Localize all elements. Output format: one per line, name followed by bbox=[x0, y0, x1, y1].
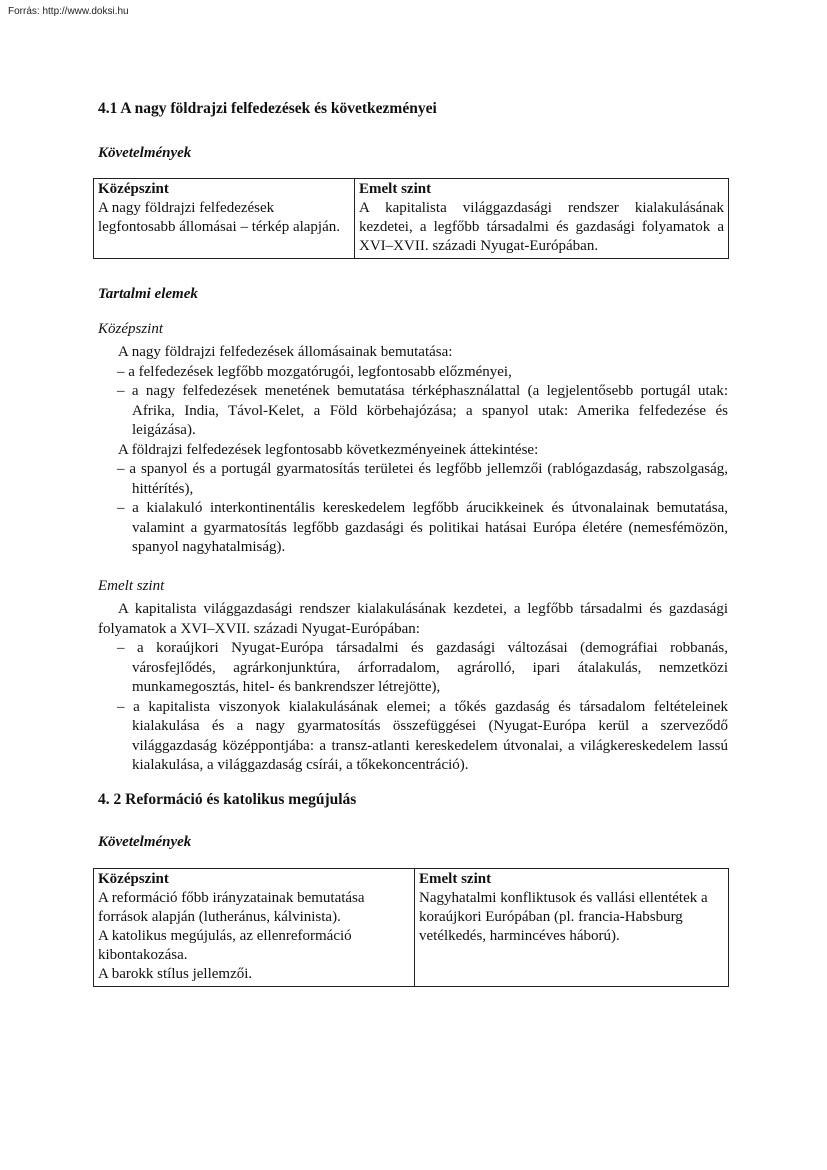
section1-title: 4.1 A nagy földrajzi felfedezések és következményei bbox=[98, 100, 437, 117]
mid-level-content bbox=[98, 343, 728, 558]
mid-item-3: – a spanyol és a portugál gyarmatosítás területei és legfőbb jellemzői (rablógazdaság, rabszolgaság, hittérítés), bbox=[117, 461, 728, 497]
section1-adv-text: A kapitalista világgazdasági rendszer kialakulásának kezdetei, a legfőbb társadalmi és gazdasági folyamatok a XVI–XVII. századi Nyugat-Európában. bbox=[359, 200, 724, 254]
mid-intro-1: A nagy földrajzi felfedezések állomásainak bemutatása: bbox=[118, 344, 453, 360]
mid-intro-2: A földrajzi felfedezések legfontosabb következményeinek áttekintése: bbox=[118, 441, 539, 458]
section2-adv-cell bbox=[415, 869, 729, 987]
section1-mid-text: A nagy földrajzi felfedezések legfontosabb állomásai – térkép alapján. bbox=[98, 200, 340, 235]
section1-requirements-heading: Követelmények bbox=[98, 145, 192, 161]
adv-item-1: – a koraújkori Nyugat-Európa társadalmi és gazdasági változásai (demográfiai robbanás, városfejlődés, agrárkonjunktúra, árforradalom, agrárolló, ipari átalakulás, nemzetközi munkamegosztás, hitel- és bankrendszer létrejötte), bbox=[117, 640, 728, 695]
section1-adv-head: Emelt szint bbox=[359, 181, 432, 197]
section1-mid-head: Középszint bbox=[98, 181, 169, 197]
adv-level-content bbox=[98, 600, 728, 776]
section2-requirements-heading: Követelmények bbox=[98, 834, 192, 850]
mid-level-label: Középszint bbox=[98, 321, 164, 337]
section2-mid-line-3: A barokk stílus jellemzői. bbox=[98, 966, 253, 982]
section2-adv-text: Nagyhatalmi konfliktusok és vallási ellentétek a koraújkori Európában (pl. francia-Habsburg vetélkedés, harmincéves háború). bbox=[419, 890, 708, 944]
adv-item-2: – a kapitalista viszonyok kialakulásának elemei; a tőkés gazdaság és társadalom feltételeinek kialakulása és a nagy gyarmatosítás összefüggései (Nyugat-Európa kerül a szerveződő világgazdaság középpontjába: a transz-atlanti kereskedelem útvonalai, a világkereskedelem lassú kialakulása, a világgazdaság csírái, a tőkekoncentráció). bbox=[117, 698, 728, 773]
section2-adv-head: Emelt szint bbox=[419, 871, 492, 887]
section2-mid-head: Középszint bbox=[98, 871, 169, 887]
mid-item-2: – a nagy felfedezések menetének bemutatása térképhasználattal (a legjelentősebb portugál utak: Afrika, India, Távol-Kelet, a Föld körbehajózása; a spanyol utak: Amerika felfedezése és leigázása). bbox=[117, 383, 728, 438]
section1-requirements-table bbox=[93, 178, 729, 259]
section1-mid-cell bbox=[94, 179, 355, 259]
content-heading: Tartalmi elemek bbox=[98, 286, 198, 302]
adv-level-label: Emelt szint bbox=[98, 578, 165, 594]
source-label: Forrás: http://www.doksi.hu bbox=[8, 6, 129, 17]
section2-mid-cell bbox=[94, 869, 415, 987]
section2-mid-line-2: A katolikus megújulás, az ellenreformáció kibontakozása. bbox=[98, 928, 352, 963]
section2-mid-line-1: A reformáció főbb irányzatainak bemutatása források alapján (lutheránus, kálvinista). bbox=[98, 890, 365, 925]
section1-adv-cell bbox=[355, 179, 729, 259]
section2-title: 4. 2 Reformáció és katolikus megújulás bbox=[98, 791, 357, 808]
mid-item-4: – a kialakuló interkontinentális kereskedelem legfőbb árucikkeinek és útvonalainak bemutatása, valamint a gyarmatosítás legfőbb gazdasági és politikai hatásai Európa életére (nemesfémözön, spanyol nagyhatalmiság). bbox=[117, 500, 728, 555]
section2-requirements-table bbox=[93, 868, 729, 987]
adv-intro: A kapitalista világgazdasági rendszer kialakulásának kezdetei, a legfőbb társadalmi és gazdasági folyamatok a XVI–XVII. századi Nyugat-Európában: bbox=[98, 601, 728, 637]
mid-item-1: – a felfedezések legfőbb mozgatórugói, legfontosabb előzményei, bbox=[117, 363, 512, 380]
